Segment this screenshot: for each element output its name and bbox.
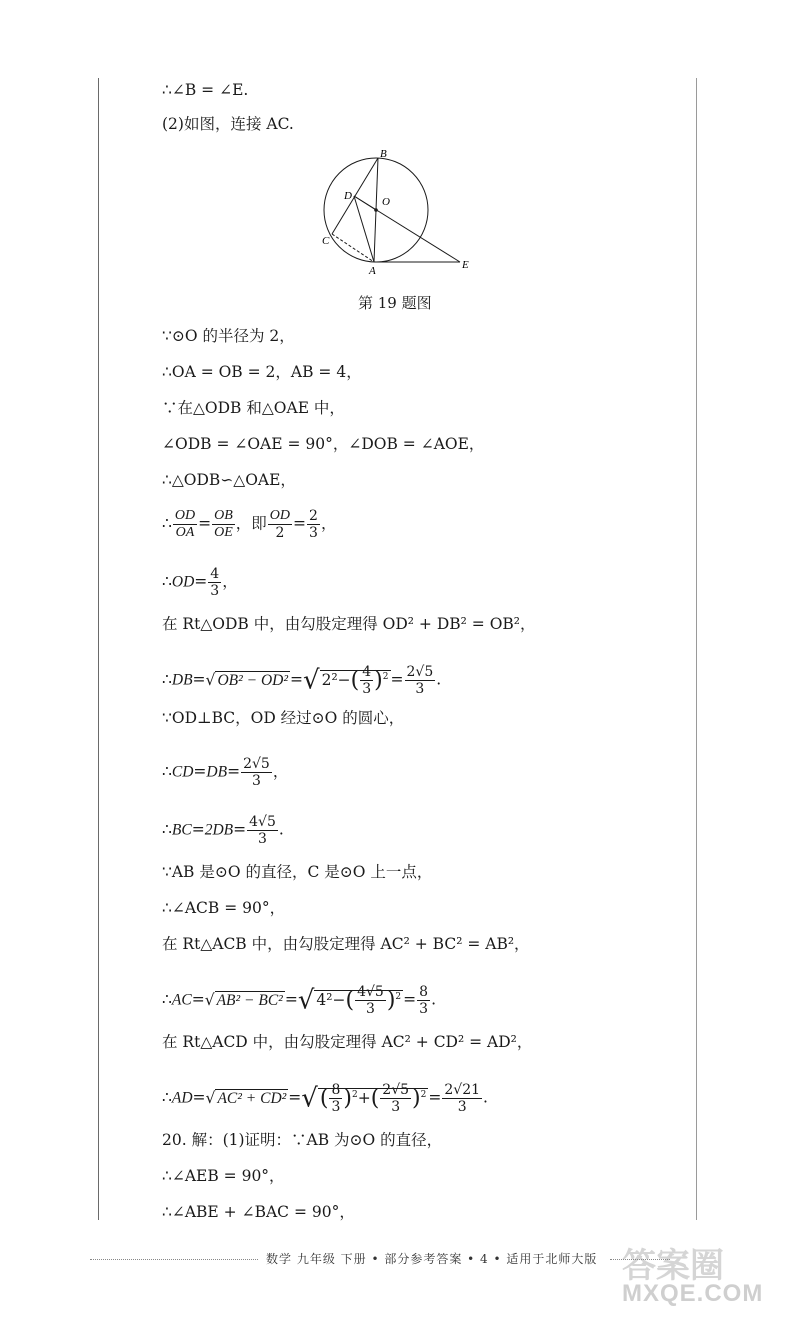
text-line: 在 Rt△ODB 中，由勾股定理得 OD² + DB² = OB²， (162, 615, 536, 633)
label-E: E (462, 259, 469, 271)
fraction: $\frac{2√5}{3}$ (243, 756, 270, 789)
footer-dots-left (90, 1259, 258, 1260)
fraction: $\frac{4}{3}$ (362, 664, 372, 697)
watermark-logo: 答案圈 (622, 1246, 724, 1286)
equation-bc: ∴BC=2DB= $\frac{4√5}{3}$ . (162, 814, 284, 847)
watermark (622, 1238, 772, 1307)
label-A: A (369, 265, 376, 277)
text-line: ∴∠ACB = 90°， (162, 899, 286, 917)
figure-caption-row (162, 292, 682, 313)
label-B: B (380, 148, 387, 160)
text-line: ∴∠AEB = 90°， (162, 1167, 285, 1185)
text-line: ∠ODB = ∠OAE = 90°，∠DOB = ∠AOE， (162, 435, 485, 453)
sqrt-expression: √ OB² − OD² (205, 670, 288, 689)
watermark-site: MXQE.COM (622, 1280, 764, 1307)
right-margin-rule (696, 78, 697, 1220)
text-line: ∴∠ABE + ∠BAC = 90°， (162, 1203, 355, 1221)
fraction: $\frac{4√5}{3}$ (249, 814, 276, 847)
fraction: $\frac{OD}{OA}$ (174, 508, 196, 540)
center-point (374, 208, 378, 212)
text-line: ∴△ODB∽△OAE， (162, 471, 296, 489)
fraction: $\frac{OD}{2}$ (269, 508, 291, 541)
fraction: $\frac{2√21}{3}$ (444, 1082, 481, 1115)
page-footer (90, 1248, 700, 1270)
text-line: ∴∠B = ∠E. (162, 81, 249, 99)
label-D: D (344, 190, 352, 202)
text-line: (2)如图，连接 AC. (162, 115, 294, 133)
fraction: $\frac{8}{3}$ (419, 984, 429, 1017)
label-C: C (322, 235, 330, 247)
fraction: $\frac{8}{3}$ (331, 1082, 341, 1115)
fraction: $\frac{4}{3}$ (210, 566, 220, 599)
fraction: $\frac{2√5}{3}$ (406, 664, 434, 697)
fraction: $\frac{OB}{OE}$ (214, 508, 233, 540)
geometry-figure (312, 148, 512, 278)
figure-caption: 第 19 题图 (358, 294, 432, 312)
equation-db: ∴DB=√ OB² − OD² =√ 2²−( $\frac{4}{3}$ )$^2$ = $\frac{2√5}{3}$ . (162, 664, 442, 697)
text-line: 20. 解：(1)证明：∵AB 为⊙O 的直径， (162, 1131, 443, 1149)
text-line: 在 Rt△ACB 中，由勾股定理得 AC² + BC² = AB²， (162, 935, 530, 953)
equation-ad: ∴AD=√ AC² + CD² =√( $\frac{8}{3}$ )$^2$+( $\frac{2√5}{3}$ )$^2$ = $\frac{2√21}{3}$ . (162, 1082, 488, 1115)
text-line: ∵AB 是⊙O 的直径，C 是⊙O 上一点， (162, 863, 433, 881)
sqrt-expression: √ AC² + CD² (205, 1088, 287, 1107)
segment-DA (354, 196, 374, 262)
footer-text: 数学 九年级 下册 • 部分参考答案 • 4 • 适用于北师大版 (266, 1252, 598, 1266)
fraction: $\frac{2√5}{3}$ (382, 1082, 410, 1115)
sqrt-expression: √ AB² − BC² (204, 990, 283, 1009)
fraction: $\frac{2}{3}$ (309, 508, 318, 541)
segment-BC (332, 158, 378, 234)
equation-cd: ∴CD=DB= $\frac{2√5}{3}$ ， (162, 756, 289, 789)
text-line: ∴OA = OB = 2，AB = 4， (162, 363, 362, 381)
equation-ratio: ∴ $\frac{OD}{OA}$ = $\frac{OB}{OE}$ ，即 $\frac{OD}{2}$ = $\frac{2}{3}$ ， (162, 508, 337, 541)
equation-ac: ∴AC=√ AB² − BC² =√ 4²−( $\frac{4√5}{3}$ )$^2$ = $\frac{8}{3}$ . (162, 984, 437, 1017)
label-O: O (382, 196, 390, 208)
left-margin-rule (98, 78, 99, 1220)
segment-CA-dashed (332, 234, 374, 262)
equation-od: ∴OD= $\frac{4}{3}$ ， (162, 566, 238, 599)
text-line: 在 Rt△ACD 中，由勾股定理得 AC² + CD² = AD²， (162, 1033, 533, 1051)
text-line: ∵在△ODB 和△OAE 中， (162, 399, 345, 417)
text-line: ∵OD⊥BC，OD 经过⊙O 的圆心， (162, 709, 405, 727)
fraction: $\frac{4√5}{3}$ (357, 984, 384, 1017)
text-line: ∵⊙O 的半径为 2， (162, 327, 295, 345)
